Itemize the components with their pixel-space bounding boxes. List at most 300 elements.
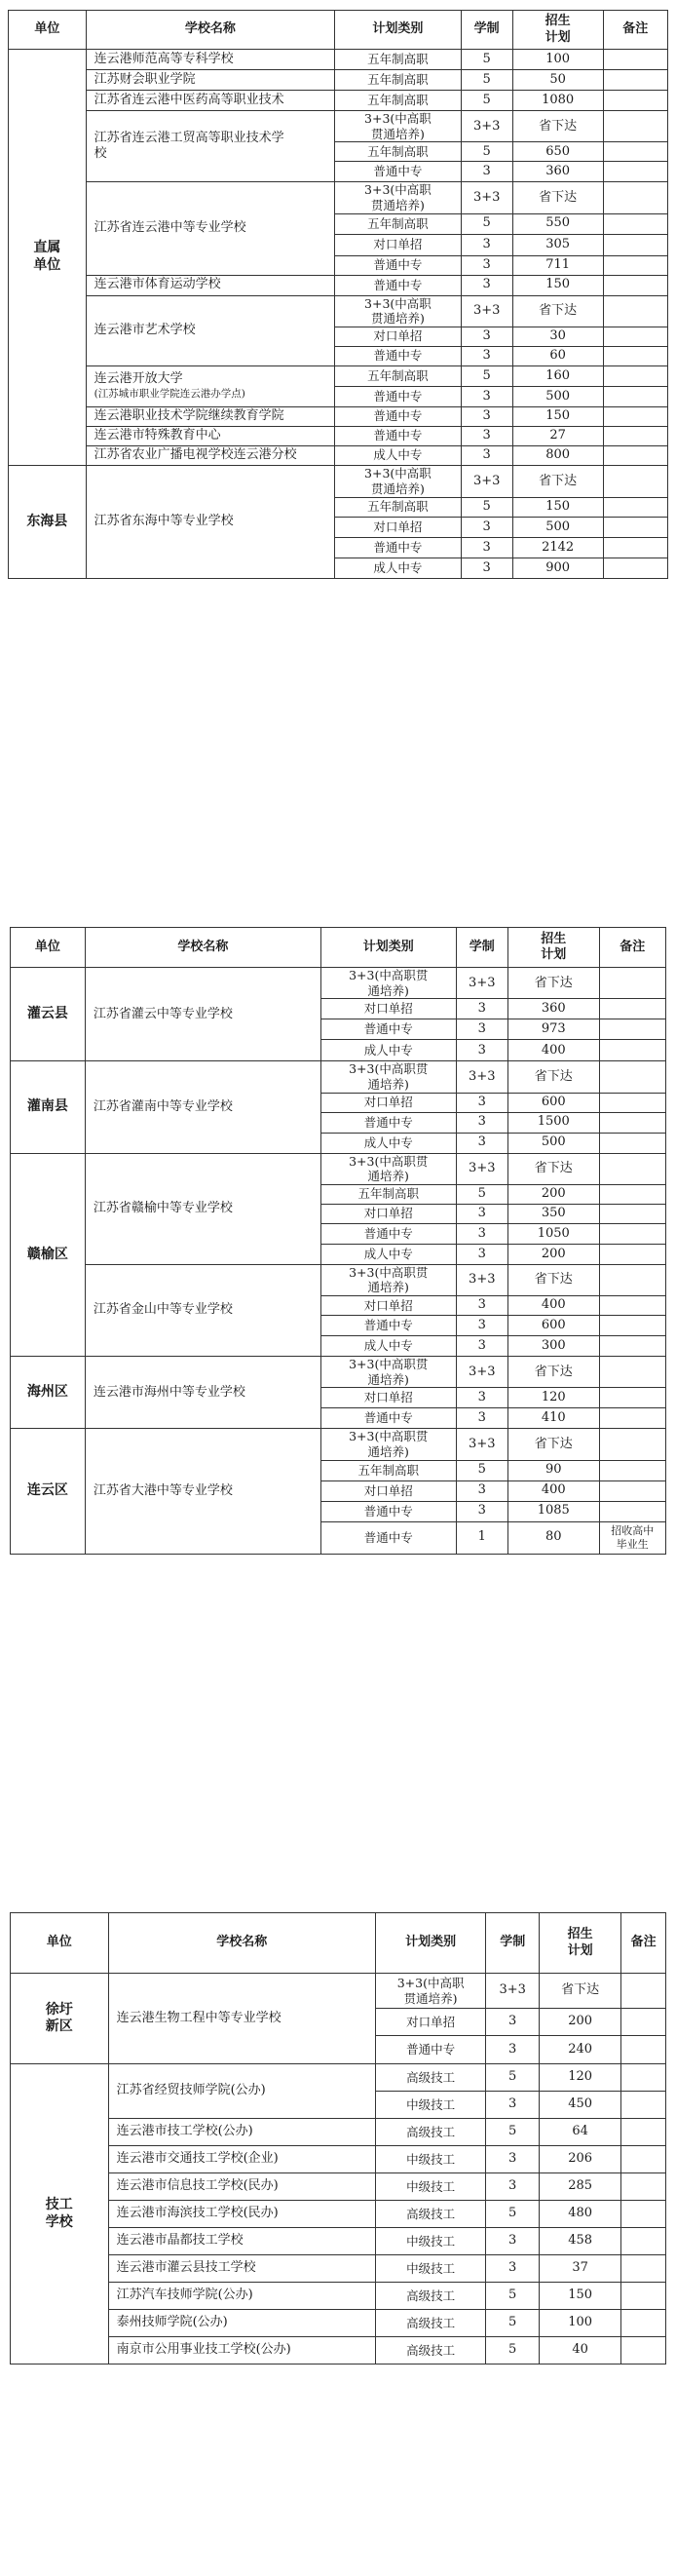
note-cell — [599, 968, 666, 999]
enrollment-table — [8, 10, 668, 579]
school-name: 江苏省灌南中等专业学校 — [93, 1098, 233, 1114]
note-cell — [603, 50, 667, 70]
header-duration: 学制 — [456, 928, 507, 968]
plan-cell: 1050 — [507, 1223, 599, 1244]
duration-cell: 5 — [456, 1184, 507, 1204]
table-header-row — [9, 11, 668, 50]
school-name-cell — [108, 1974, 375, 2064]
duration-cell: 5 — [486, 2310, 540, 2337]
plan-cell: 150 — [512, 406, 603, 426]
duration-cell: 5 — [461, 50, 512, 70]
note-cell — [603, 426, 667, 445]
category-cell: 高级技工 — [375, 2310, 485, 2337]
plan-cell: 600 — [507, 1316, 599, 1336]
note-cell — [599, 1316, 666, 1336]
note-cell — [621, 2173, 666, 2201]
table-row — [9, 111, 668, 142]
unit-cell: 徐圩 新区 — [11, 1974, 109, 2064]
table-row — [11, 1429, 666, 1460]
note-cell — [621, 2064, 666, 2092]
unit-cell: 灌南县 — [11, 1061, 86, 1153]
unit-cell: 东海县 — [9, 465, 87, 578]
duration-cell: 3 — [461, 557, 512, 578]
note-cell — [599, 1112, 666, 1133]
school-name-cell — [86, 50, 335, 70]
duration-cell: 3 — [456, 1501, 507, 1521]
note-cell — [599, 1093, 666, 1112]
category-cell: 普通中专 — [335, 346, 461, 365]
note-cell — [621, 2283, 666, 2310]
school-name-cell — [85, 1429, 320, 1554]
duration-cell: 3+3 — [461, 111, 512, 142]
table-row — [9, 70, 668, 91]
category-cell: 中级技工 — [375, 2255, 485, 2283]
header-school: 学校名称 — [85, 928, 320, 968]
table-row — [11, 968, 666, 999]
duration-cell: 3+3 — [486, 1974, 540, 2009]
duration-cell: 3 — [456, 1408, 507, 1429]
unit-cell: 技工 学校 — [11, 2064, 109, 2365]
note-cell — [621, 2255, 666, 2283]
school-name-cell — [86, 111, 335, 182]
note-cell — [603, 234, 667, 255]
header-note: 备注 — [621, 1913, 666, 1974]
category-cell: 五年制高职 — [335, 50, 461, 70]
category-cell: 普通中专 — [335, 426, 461, 445]
duration-cell: 5 — [486, 2283, 540, 2310]
school-name: 连云港市海州中等专业学校 — [93, 1384, 245, 1400]
table-row — [9, 295, 668, 327]
plan-cell: 458 — [540, 2228, 621, 2255]
note-cell — [603, 327, 667, 346]
school-name: 连云港市艺术学校 — [94, 323, 196, 337]
duration-cell: 3 — [461, 275, 512, 295]
header-plan-line1: 招生 — [545, 14, 571, 29]
school-name: 连云港市灌云县技工学校 — [116, 2260, 256, 2276]
plan-cell: 410 — [507, 1408, 599, 1429]
plan-cell: 400 — [507, 1480, 599, 1501]
school-name-cell — [86, 182, 335, 275]
note-cell — [599, 1388, 666, 1408]
category-cell: 3+3(中高职贯 通培养) — [320, 968, 456, 999]
header-category: 计划类别 — [375, 1913, 485, 1974]
plan-cell: 200 — [540, 2009, 621, 2036]
category-cell: 3+3(中高职 贯通培养) — [375, 1974, 485, 2009]
plan-cell: 90 — [507, 1460, 599, 1480]
category-cell: 3+3(中高职贯 通培养) — [320, 1357, 456, 1388]
duration-cell: 3 — [461, 346, 512, 365]
duration-cell: 5 — [456, 1460, 507, 1480]
school-name-cell — [85, 968, 320, 1061]
note-cell — [621, 2201, 666, 2228]
school-name: 江苏省农业广播电视学校连云港分校 — [94, 447, 297, 463]
category-cell: 3+3(中高职贯 通培养) — [320, 1264, 456, 1295]
category-cell: 普通中专 — [335, 255, 461, 275]
category-cell: 中级技工 — [375, 2173, 485, 2201]
note-cell — [603, 275, 667, 295]
category-cell: 成人中专 — [320, 1244, 456, 1264]
plan-cell: 150 — [512, 275, 603, 295]
plan-cell: 150 — [540, 2283, 621, 2310]
note-cell — [599, 1336, 666, 1357]
school-name: 连云港生物工程中等专业学校 — [116, 2010, 282, 2025]
table-row — [11, 2255, 666, 2283]
duration-cell: 3+3 — [456, 1429, 507, 1460]
school-name-cell — [108, 2201, 375, 2228]
duration-cell: 5 — [461, 365, 512, 386]
school-name: 连云港市信息技工学校(民办) — [116, 2178, 279, 2194]
duration-cell: 3 — [461, 386, 512, 406]
note-cell — [603, 295, 667, 327]
duration-cell: 3 — [486, 2255, 540, 2283]
note-cell — [621, 2337, 666, 2365]
category-cell: 中级技工 — [375, 2092, 485, 2119]
header-plan — [507, 928, 599, 968]
note-cell — [621, 2036, 666, 2064]
table-row — [9, 50, 668, 70]
school-name: 泰州技师学院(公办) — [116, 2315, 228, 2330]
plan-cell: 64 — [540, 2119, 621, 2146]
plan-cell: 480 — [540, 2201, 621, 2228]
school-name-cell — [86, 465, 335, 578]
table-row — [11, 2119, 666, 2146]
duration-cell: 3 — [461, 234, 512, 255]
category-cell: 高级技工 — [375, 2119, 485, 2146]
enrollment-table — [10, 927, 666, 1555]
category-cell: 成人中专 — [320, 1336, 456, 1357]
category-cell: 五年制高职 — [335, 213, 461, 234]
plan-cell: 省下达 — [540, 1974, 621, 2009]
plan-cell: 350 — [507, 1204, 599, 1223]
category-cell: 3+3(中高职贯 通培养) — [320, 1429, 456, 1460]
category-cell: 3+3(中高职 贯通培养) — [335, 465, 461, 497]
plan-cell: 100 — [512, 50, 603, 70]
note-cell — [599, 1460, 666, 1480]
table-section-1 — [8, 10, 668, 579]
plan-cell: 973 — [507, 1019, 599, 1040]
plan-cell: 30 — [512, 327, 603, 346]
duration-cell: 3 — [456, 1093, 507, 1112]
table-row — [11, 2064, 666, 2092]
duration-cell: 3 — [486, 2146, 540, 2173]
note-cell — [599, 1429, 666, 1460]
plan-cell: 900 — [512, 557, 603, 578]
school-name-cell — [108, 2146, 375, 2173]
header-category: 计划类别 — [335, 11, 461, 50]
plan-cell: 省下达 — [507, 1264, 599, 1295]
note-cell — [603, 365, 667, 386]
school-name-cell — [85, 1264, 320, 1356]
school-name-cell — [108, 2337, 375, 2365]
unit-cell: 连云区 — [11, 1429, 86, 1554]
school-name-cell — [108, 2228, 375, 2255]
category-cell: 3+3(中高职 贯通培养) — [335, 182, 461, 213]
table-row — [11, 1264, 666, 1295]
plan-cell: 240 — [540, 2036, 621, 2064]
header-plan — [540, 1913, 621, 1974]
table-row — [11, 1153, 666, 1184]
school-name-cell — [108, 2119, 375, 2146]
plan-cell: 120 — [507, 1388, 599, 1408]
school-subtitle: (江苏城市职业学院连云港办学点) — [94, 388, 245, 401]
plan-cell: 1080 — [512, 91, 603, 111]
header-unit: 单位 — [11, 1913, 109, 1974]
note-cell — [599, 1040, 666, 1061]
plan-cell: 1500 — [507, 1112, 599, 1133]
plan-cell: 450 — [540, 2092, 621, 2119]
note-cell — [599, 1184, 666, 1204]
school-name: 连云港师范高等专科学校 — [94, 51, 234, 66]
header-school: 学校名称 — [86, 11, 335, 50]
duration-cell: 3+3 — [456, 1061, 507, 1093]
category-cell: 普通中专 — [320, 1223, 456, 1244]
school-name: 连云港市特殊教育中心 — [94, 428, 221, 443]
header-school: 学校名称 — [108, 1913, 375, 1974]
note-cell — [603, 386, 667, 406]
note-cell — [621, 2092, 666, 2119]
plan-cell: 300 — [507, 1336, 599, 1357]
duration-cell: 5 — [486, 2337, 540, 2365]
school-name-cell — [86, 426, 335, 445]
plan-cell: 360 — [512, 162, 603, 182]
category-cell: 普通中专 — [320, 1501, 456, 1521]
plan-cell: 1085 — [507, 1501, 599, 1521]
plan-cell: 120 — [540, 2064, 621, 2092]
plan-cell: 100 — [540, 2310, 621, 2337]
category-cell: 成人中专 — [320, 1040, 456, 1061]
header-plan-line2: 计划 — [567, 1942, 593, 1958]
plan-cell: 600 — [507, 1093, 599, 1112]
duration-cell: 3+3 — [456, 1153, 507, 1184]
category-cell: 五年制高职 — [335, 91, 461, 111]
table-section-2 — [10, 927, 666, 1555]
school-name-cell — [108, 2064, 375, 2119]
table-row — [9, 426, 668, 445]
plan-cell: 305 — [512, 234, 603, 255]
duration-cell: 3+3 — [456, 1357, 507, 1388]
duration-cell: 3 — [456, 1480, 507, 1501]
duration-cell: 3 — [461, 537, 512, 557]
table-header-row — [11, 1913, 666, 1974]
category-cell: 对口单招 — [320, 1296, 456, 1316]
school-name: 江苏省经贸技师学院(公办) — [116, 2083, 266, 2098]
note-cell — [603, 465, 667, 497]
category-cell: 成人中专 — [320, 1133, 456, 1153]
unit-cell: 灌云县 — [11, 968, 86, 1061]
header-plan-line1: 招生 — [567, 1927, 593, 1942]
note-cell — [599, 1204, 666, 1223]
note-cell — [599, 999, 666, 1019]
plan-cell: 省下达 — [507, 968, 599, 999]
plan-cell: 500 — [512, 517, 603, 537]
plan-cell: 711 — [512, 255, 603, 275]
duration-cell: 5 — [461, 213, 512, 234]
duration-cell: 5 — [461, 497, 512, 517]
duration-cell: 5 — [486, 2064, 540, 2092]
category-cell: 中级技工 — [375, 2146, 485, 2173]
school-name-cell — [85, 1061, 320, 1153]
note-cell — [603, 182, 667, 213]
school-name: 连云港市交通技工学校(企业) — [116, 2151, 279, 2167]
note-cell — [599, 1061, 666, 1093]
note-cell — [603, 445, 667, 465]
school-name: 江苏汽车技师学院(公办) — [116, 2288, 253, 2303]
category-cell: 普通中专 — [320, 1408, 456, 1429]
plan-cell: 500 — [507, 1133, 599, 1153]
note-cell: 招收高中 毕业生 — [599, 1521, 666, 1554]
note-cell — [599, 1019, 666, 1040]
duration-cell: 3 — [456, 1336, 507, 1357]
plan-cell: 40 — [540, 2337, 621, 2365]
category-cell: 高级技工 — [375, 2064, 485, 2092]
table-row — [11, 2201, 666, 2228]
duration-cell: 3+3 — [461, 182, 512, 213]
note-cell — [599, 1480, 666, 1501]
note-cell — [599, 1408, 666, 1429]
plan-cell: 省下达 — [507, 1061, 599, 1093]
header-plan-line1: 招生 — [541, 931, 567, 946]
note-cell — [603, 162, 667, 182]
table-row — [9, 465, 668, 497]
school-name-cell — [86, 91, 335, 111]
school-name-cell — [85, 1357, 320, 1429]
header-unit: 单位 — [9, 11, 87, 50]
category-cell: 普通中专 — [375, 2036, 485, 2064]
category-cell: 五年制高职 — [335, 142, 461, 162]
table-row — [9, 182, 668, 213]
plan-cell: 200 — [507, 1244, 599, 1264]
duration-cell: 1 — [456, 1521, 507, 1554]
note-cell — [603, 537, 667, 557]
duration-cell: 3 — [456, 1019, 507, 1040]
note-cell — [603, 557, 667, 578]
category-cell: 五年制高职 — [335, 70, 461, 91]
school-name-cell — [108, 2283, 375, 2310]
duration-cell: 3+3 — [461, 465, 512, 497]
category-cell: 3+3(中高职贯 通培养) — [320, 1153, 456, 1184]
note-cell — [599, 1133, 666, 1153]
duration-cell: 3+3 — [456, 968, 507, 999]
header-unit: 单位 — [11, 928, 86, 968]
plan-cell: 50 — [512, 70, 603, 91]
school-name: 江苏省灌云中等专业学校 — [93, 1006, 233, 1021]
school-name-cell — [86, 365, 335, 406]
plan-cell: 60 — [512, 346, 603, 365]
school-name-cell — [85, 1153, 320, 1264]
duration-cell: 3+3 — [461, 295, 512, 327]
table-row — [9, 406, 668, 426]
plan-cell: 省下达 — [512, 111, 603, 142]
category-cell: 五年制高职 — [335, 497, 461, 517]
plan-cell: 285 — [540, 2173, 621, 2201]
duration-cell: 3 — [486, 2228, 540, 2255]
unit-cell: 直属 单位 — [9, 50, 87, 466]
duration-cell: 5 — [461, 142, 512, 162]
plan-cell: 360 — [507, 999, 599, 1019]
note-cell — [603, 111, 667, 142]
category-cell: 对口单招 — [335, 327, 461, 346]
plan-cell: 650 — [512, 142, 603, 162]
school-name-cell — [108, 2310, 375, 2337]
unit-cell: 海州区 — [11, 1357, 86, 1429]
plan-cell: 省下达 — [512, 465, 603, 497]
table-row — [11, 2337, 666, 2365]
note-cell — [603, 497, 667, 517]
note-cell — [599, 1153, 666, 1184]
duration-cell: 3 — [461, 426, 512, 445]
note-cell — [599, 1223, 666, 1244]
school-name-cell — [108, 2173, 375, 2201]
plan-cell: 27 — [512, 426, 603, 445]
school-name: 江苏省连云港中医药高等职业技术 — [94, 92, 284, 107]
category-cell: 对口单招 — [335, 517, 461, 537]
category-cell: 普通中专 — [320, 1019, 456, 1040]
header-plan-line2: 计划 — [545, 29, 571, 45]
table-row — [9, 275, 668, 295]
note-cell — [603, 406, 667, 426]
plan-cell: 省下达 — [512, 182, 603, 213]
header-duration: 学制 — [486, 1913, 540, 1974]
plan-cell: 80 — [507, 1521, 599, 1554]
plan-cell: 省下达 — [507, 1357, 599, 1388]
school-name: 连云港职业技术学院继续教育学院 — [94, 408, 284, 424]
note-cell — [603, 142, 667, 162]
school-name: 江苏省连云港工贸高等职业技术学 校 — [94, 130, 284, 162]
duration-cell: 3 — [461, 406, 512, 426]
category-cell: 高级技工 — [375, 2283, 485, 2310]
plan-cell: 省下达 — [512, 295, 603, 327]
school-name: 连云港开放大学 — [94, 371, 183, 387]
category-cell: 对口单招 — [320, 1388, 456, 1408]
header-plan — [512, 11, 603, 50]
table-row — [11, 2283, 666, 2310]
note-cell — [621, 2310, 666, 2337]
duration-cell: 3+3 — [456, 1264, 507, 1295]
school-name-cell — [86, 275, 335, 295]
duration-cell: 3 — [456, 1388, 507, 1408]
category-cell: 普通中专 — [335, 386, 461, 406]
duration-cell: 3 — [461, 162, 512, 182]
category-cell: 对口单招 — [375, 2009, 485, 2036]
category-cell: 对口单招 — [320, 999, 456, 1019]
table-row — [11, 2228, 666, 2255]
table-header-row — [11, 928, 666, 968]
plan-cell: 400 — [507, 1040, 599, 1061]
duration-cell: 3 — [456, 1296, 507, 1316]
school-name: 南京市公用事业技工学校(公办) — [116, 2342, 291, 2358]
category-cell: 3+3(中高职贯 通培养) — [320, 1061, 456, 1093]
duration-cell: 3 — [456, 1112, 507, 1133]
note-cell — [603, 517, 667, 537]
duration-cell: 5 — [461, 70, 512, 91]
category-cell: 对口单招 — [320, 1093, 456, 1112]
table-section-3 — [10, 1912, 666, 2365]
school-name-cell — [86, 295, 335, 365]
school-name: 江苏省金山中等专业学校 — [93, 1302, 233, 1318]
school-name-cell — [86, 406, 335, 426]
category-cell: 对口单招 — [335, 234, 461, 255]
table-row — [11, 1061, 666, 1093]
category-cell: 普通中专 — [335, 275, 461, 295]
unit-cell: 赣榆区 — [11, 1153, 86, 1357]
note-cell — [603, 255, 667, 275]
note-cell — [603, 213, 667, 234]
category-cell: 五年制高职 — [335, 365, 461, 386]
note-cell — [621, 2009, 666, 2036]
category-cell: 对口单招 — [320, 1480, 456, 1501]
category-cell: 成人中专 — [335, 445, 461, 465]
duration-cell: 3 — [486, 2009, 540, 2036]
